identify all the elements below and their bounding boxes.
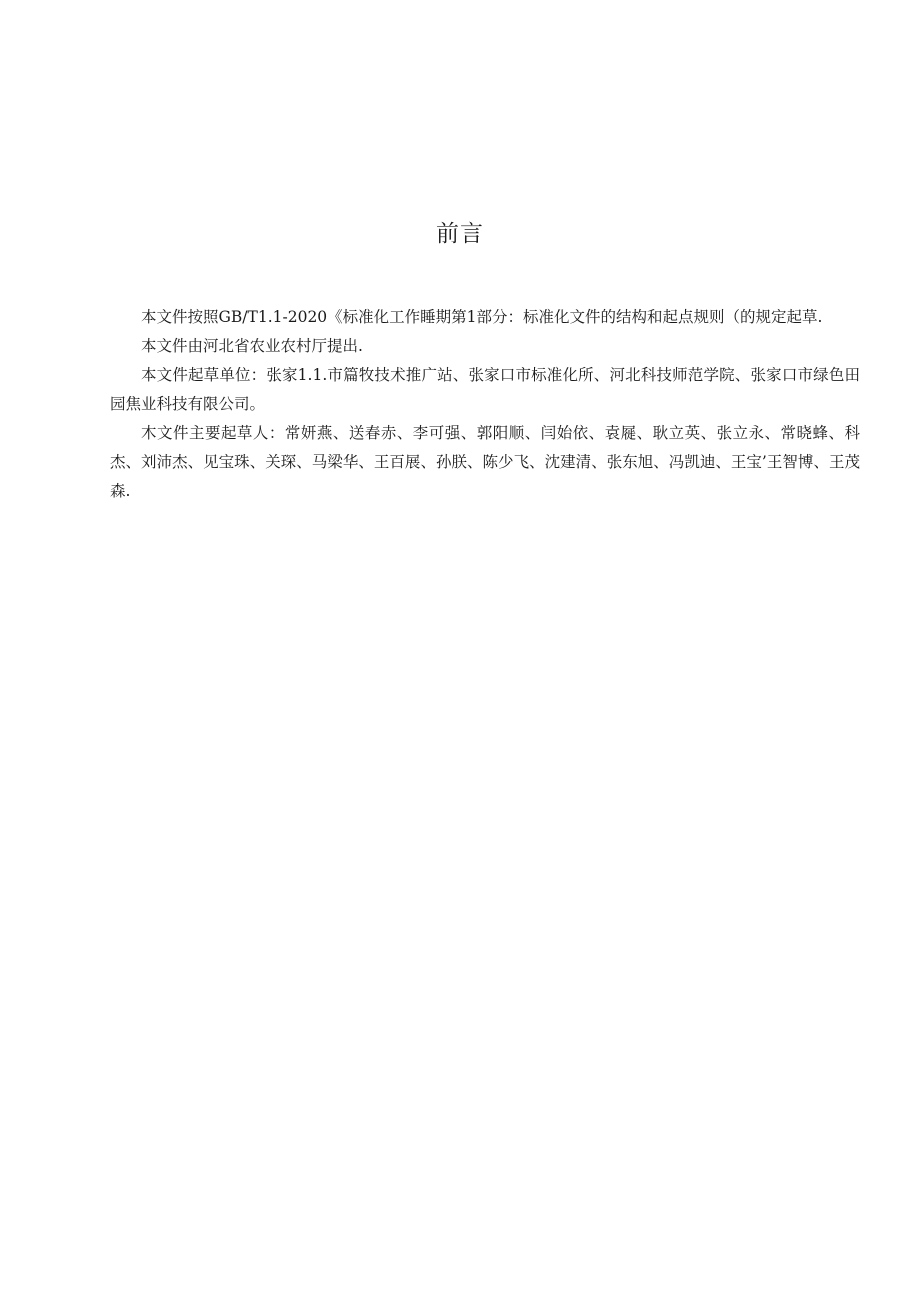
paragraph-proposer: 本文件由河北省农业农村厅提出. <box>141 337 363 355</box>
page-title: 前言 <box>436 221 484 247</box>
foreword-body <box>110 303 860 506</box>
paragraph-drafting-units: 本文件起草单位：张家1.1.市篇牧技术推广站、张家口市标准化所、河北科技师范学院、张家口市绿色田园焦业科技有限公司。 <box>110 366 860 413</box>
paragraph-drafters: 木文件主要起草人：常妍燕、送春赤、李可强、郭阳顺、闫始依、袁屣、耿立英、张立永、常晓蜂、科杰、刘沛杰、见宝珠、关琛、马梁华、王百展、孙朕、陈少飞、沈建清、张东旭、冯凯迪、王宝’王智博、王茂森. <box>110 424 860 500</box>
paragraph-standard-basis: 本文件按照GB/T1.1-2020《标准化工作睡期第1部分：标准化文件的结构和起点规则（的规定起草. <box>141 308 823 326</box>
